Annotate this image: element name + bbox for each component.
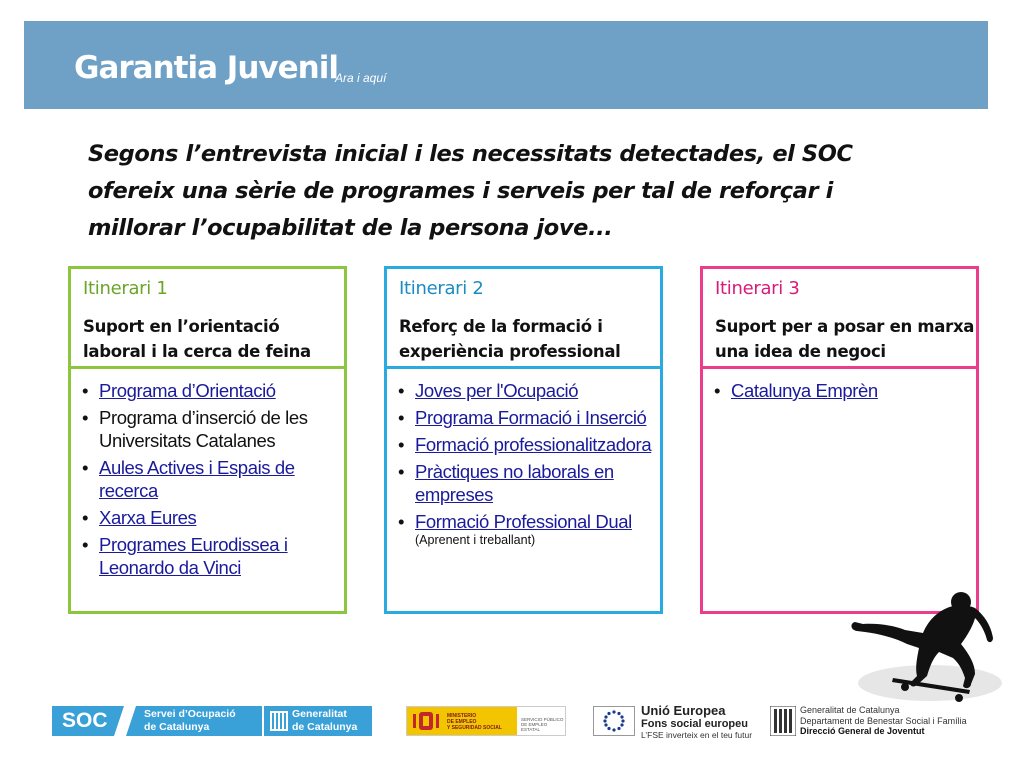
spain-shield-icon — [411, 710, 441, 732]
ministerio-text: MINISTERIO DE EMPLEO Y SEGURIDAD SOCIAL — [447, 713, 502, 731]
itinerary-card-header — [71, 269, 344, 369]
program-list — [397, 379, 659, 551]
list-item — [81, 456, 343, 502]
list-item — [397, 460, 659, 506]
soc-logo — [52, 706, 372, 736]
program-link[interactable]: Catalunya Emprèn — [731, 380, 878, 401]
eu-logo-text: Unió Europea Fons social europeu L’FSE inverteix en el teu futur — [641, 703, 753, 740]
itinerary-card-1 — [68, 266, 347, 614]
program-link[interactable]: Aules Actives i Espais de recerca — [99, 457, 295, 501]
page-title: Garantia Juvenil — [74, 50, 338, 86]
itinerary-label: Itinerari 1 — [83, 278, 168, 299]
program-link[interactable]: Formació professionalitzadora — [415, 434, 652, 455]
itinerary-card-header — [703, 269, 976, 369]
program-link[interactable]: Programa Formació i Inserció — [415, 407, 647, 428]
generalitat-emblem-icon — [770, 706, 796, 736]
generalitat-name: Generalitat de Catalunya — [292, 708, 358, 733]
itinerary-card-3 — [700, 266, 979, 614]
itinerary-label: Itinerari 3 — [715, 278, 800, 299]
eu-flag-icon — [593, 706, 635, 736]
program-link[interactable]: Programa d’Orientació — [99, 380, 276, 401]
program-link[interactable]: Formació Professional Dual — [415, 511, 632, 532]
soc-name: Servei d’Ocupació de Catalunya — [144, 708, 236, 733]
itinerary-card-2 — [384, 266, 663, 614]
program-link[interactable]: Programes Eurodissea i Leonardo da Vinci — [99, 534, 288, 578]
sepe-text: SERVICIO PÚBLICO DE EMPLEO ESTATAL — [521, 717, 564, 732]
footer-logos — [0, 700, 1024, 750]
soc-mark: SOC — [62, 709, 108, 732]
list-item — [397, 379, 659, 402]
program-link[interactable]: Joves per l'Ocupació — [415, 380, 579, 401]
ministerio-logo — [406, 706, 566, 736]
itinerary-description: Suport per a posar en marxa una idea de negoci — [715, 317, 975, 361]
intro-text: Segons l’entrevista inicial i les necessitats detectades, el SOC ofereix una sèrie de programes i serveis per tal de reforçar i millorar l’ocupabilitat de la persona jove... — [88, 141, 853, 241]
itinerary-label: Itinerari 2 — [399, 278, 484, 299]
program-list — [713, 379, 975, 406]
gencat-dept-text: Generalitat de Catalunya Departament de Benestar Social i Família Direcció General de Joventut — [800, 705, 967, 736]
itinerary-description: Suport en l’orientació laboral i la cerca de feina — [83, 317, 311, 361]
program-link[interactable]: Pràctiques no laborals en empreses — [415, 461, 614, 505]
skater-illustration — [835, 578, 1005, 703]
list-item — [81, 533, 343, 579]
itinerary-description: Reforç de la formació i experiència professional — [399, 317, 621, 361]
list-item — [397, 406, 659, 429]
program-list — [81, 379, 343, 583]
generalitat-emblem-icon — [270, 711, 288, 731]
generalitat-logo — [262, 706, 372, 736]
list-item — [81, 379, 343, 402]
program-text: Programa d’inserció de les Universitats Catalanes — [99, 407, 308, 451]
list-item — [397, 510, 659, 547]
program-link[interactable]: Xarxa Eures — [99, 507, 197, 528]
slash-icon — [114, 706, 136, 736]
list-item — [397, 433, 659, 456]
list-item — [81, 406, 343, 452]
program-note: (Aprenent i treballant) — [415, 533, 536, 547]
page-subtitle: Ara i aquí — [335, 71, 387, 85]
list-item — [81, 506, 343, 529]
list-item — [713, 379, 975, 402]
itinerary-card-header — [387, 269, 660, 369]
